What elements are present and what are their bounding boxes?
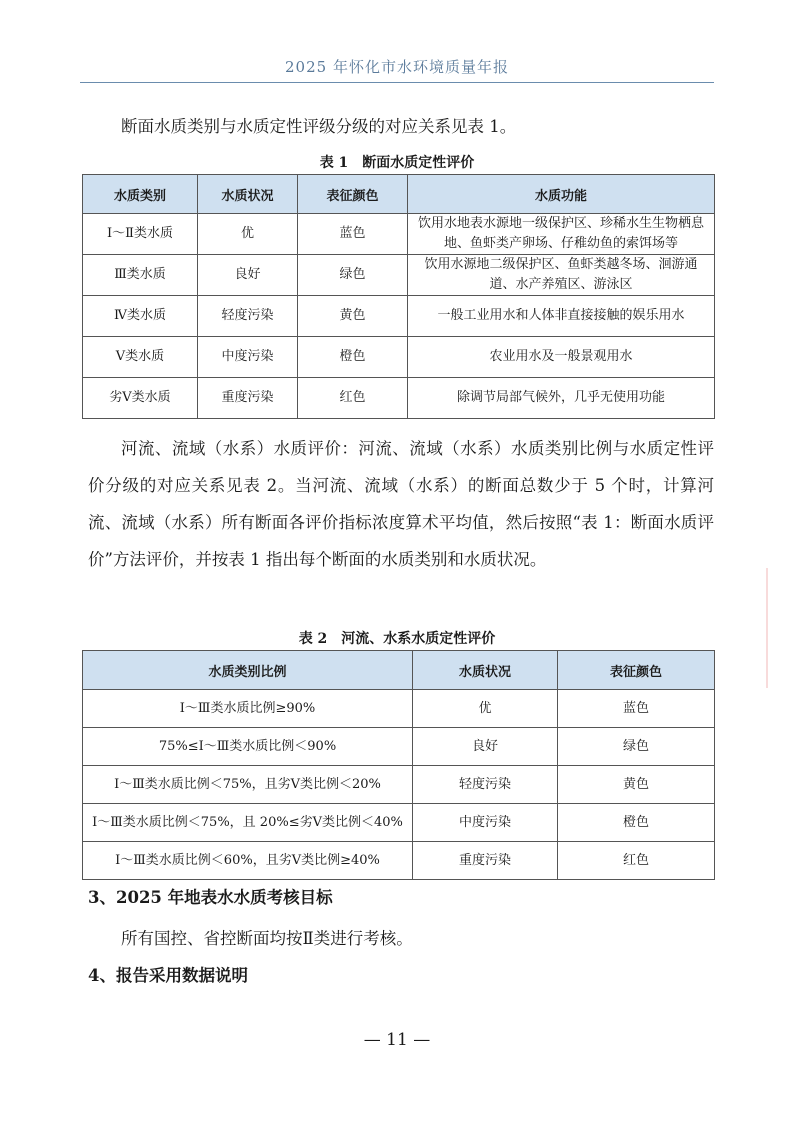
table-row	[83, 804, 715, 842]
intro-paragraph: 断面水质类别与水质定性评级分级的对应关系见表 1。	[121, 117, 517, 136]
table2-header-cell: 水质状况	[413, 651, 558, 690]
table-cell: Ⅰ～Ⅲ类水质比例＜75%，且 20%≤劣Ⅴ类比例＜40%	[83, 804, 413, 842]
table-cell: 橙色	[558, 804, 715, 842]
table-cell: 75%≤Ⅰ～Ⅲ类水质比例＜90%	[83, 728, 413, 766]
section3-heading: 3、2025 年地表水水质考核目标	[88, 888, 333, 907]
table-cell: 饮用水地表水源地一级保护区、珍稀水生生物栖息地、鱼虾类产卵场、仔稚幼鱼的索饵场等	[408, 214, 715, 255]
table-cell: 蓝色	[558, 690, 715, 728]
table1-header-row	[83, 175, 715, 214]
table-cell: 红色	[298, 378, 408, 419]
section3-body: 所有国控、省控断面均按Ⅱ类进行考核。	[121, 929, 413, 948]
table-cell: 一般工业用水和人体非直接接触的娱乐用水	[408, 296, 715, 337]
table-cell: Ⅳ类水质	[83, 296, 198, 337]
table-cell: 蓝色	[298, 214, 408, 255]
table-cell: 良好	[413, 728, 558, 766]
table-cell: Ⅴ类水质	[83, 337, 198, 378]
table1-header-cell: 水质功能	[408, 175, 715, 214]
table-cell: 黄色	[298, 296, 408, 337]
header-rule	[80, 82, 714, 83]
table-cell: 饮用水源地二级保护区、鱼虾类越冬场、洄游通道、水产养殖区、游泳区	[408, 255, 715, 296]
table2-header-cell: 表征颜色	[558, 651, 715, 690]
table2	[82, 650, 715, 880]
table-row	[83, 842, 715, 880]
table-cell: 绿色	[298, 255, 408, 296]
table2-header-cell: 水质类别比例	[83, 651, 413, 690]
table-cell: 农业用水及一般景观用水	[408, 337, 715, 378]
table-row	[83, 255, 715, 296]
table-cell: Ⅰ～Ⅲ类水质比例≥90%	[83, 690, 413, 728]
table-cell: 绿色	[558, 728, 715, 766]
table-row	[83, 690, 715, 728]
table2-caption: 表 2 河流、水系水质定性评价	[298, 631, 496, 647]
table-cell: 良好	[198, 255, 298, 296]
table1-header-cell: 水质状况	[198, 175, 298, 214]
table-cell: Ⅰ～Ⅲ类水质比例＜60%，且劣Ⅴ类比例≥40%	[83, 842, 413, 880]
table-cell: 重度污染	[198, 378, 298, 419]
table2-header-row	[83, 651, 715, 690]
table1-header-cell: 水质类别	[83, 175, 198, 214]
table-cell: 中度污染	[413, 804, 558, 842]
table-row	[83, 378, 715, 419]
table-cell: 轻度污染	[198, 296, 298, 337]
table1-header-cell: 表征颜色	[298, 175, 408, 214]
table-row	[83, 214, 715, 255]
table1	[82, 174, 715, 419]
table-cell: Ⅰ～Ⅲ类水质比例＜75%，且劣Ⅴ类比例＜20%	[83, 766, 413, 804]
table-row	[83, 337, 715, 378]
table-row	[83, 766, 715, 804]
page-number: — 11 —	[363, 1030, 431, 1050]
table-cell: Ⅰ～Ⅱ类水质	[83, 214, 198, 255]
seal-stamp-fragment	[766, 568, 794, 688]
table-row	[83, 296, 715, 337]
table-cell: 重度污染	[413, 842, 558, 880]
table-cell: 中度污染	[198, 337, 298, 378]
table-cell: 除调节局部气候外，几乎无使用功能	[408, 378, 715, 419]
running-header: 2025 年怀化市水环境质量年报	[285, 58, 509, 76]
table-cell: 劣Ⅴ类水质	[83, 378, 198, 419]
evaluation-paragraph: 河流、流域（水系）水质评价：河流、流域（水系）水质类别比例与水质定性评价分级的对应关系见表 2。当河流、流域（水系）的断面总数少于 5 个时，计算河流、流域（水系）所有断面各评价指标浓度算术平均值，然后按照“表 1：断面水质评价”方法评价，并按表 1 指出每个断面的水质类别和水质状况。	[88, 439, 714, 569]
table-cell: 优	[198, 214, 298, 255]
table-cell: 橙色	[298, 337, 408, 378]
section4-heading: 4、报告采用数据说明	[88, 966, 248, 985]
table-row	[83, 728, 715, 766]
table-cell: 轻度污染	[413, 766, 558, 804]
table-cell: Ⅲ类水质	[83, 255, 198, 296]
table-cell: 红色	[558, 842, 715, 880]
table-cell: 黄色	[558, 766, 715, 804]
table-cell: 优	[413, 690, 558, 728]
table1-caption: 表 1 断面水质定性评价	[319, 155, 475, 171]
